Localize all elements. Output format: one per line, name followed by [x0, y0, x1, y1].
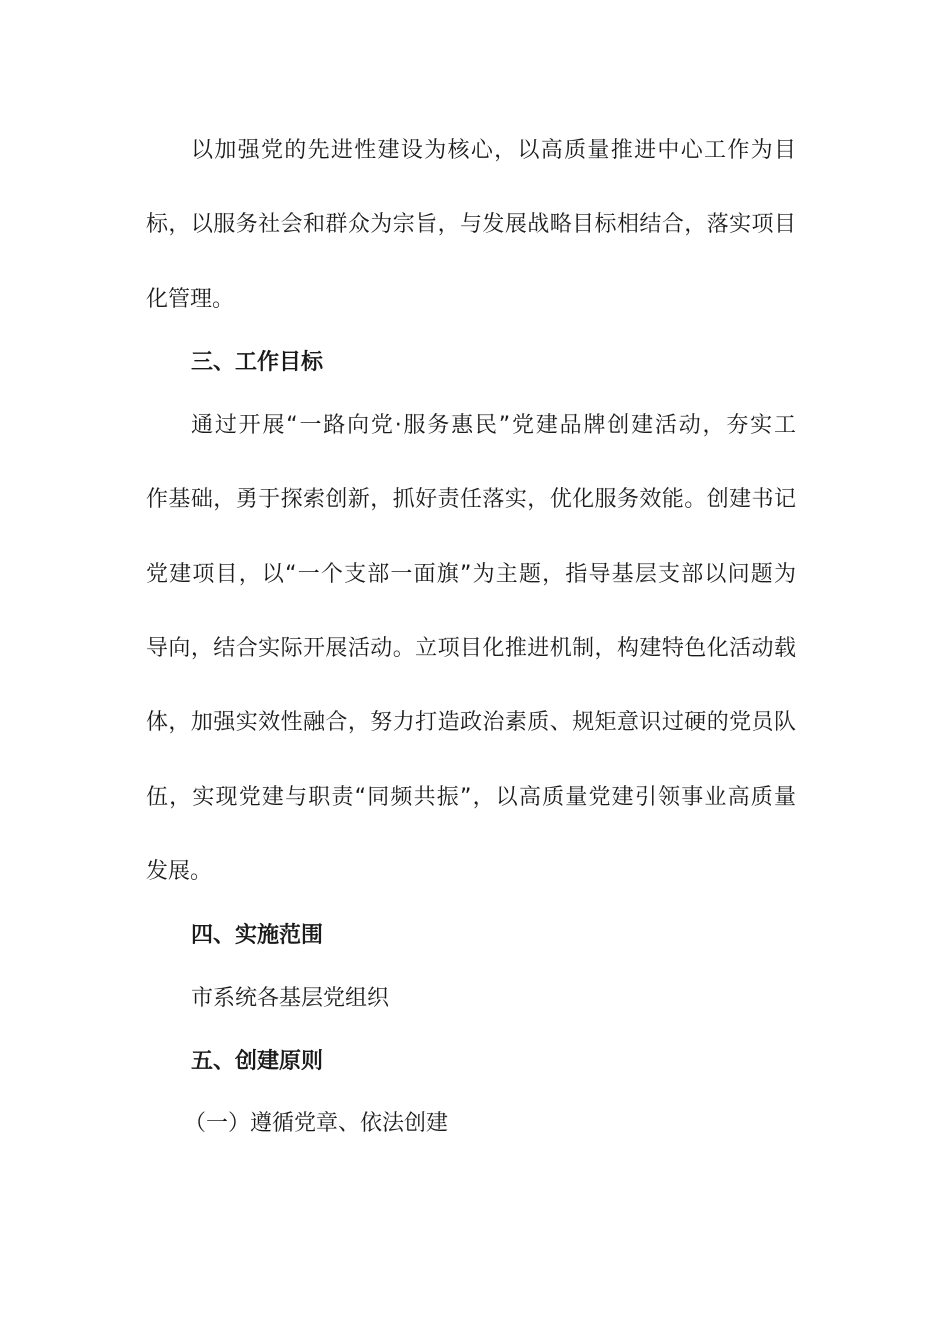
- section-heading: 三、工作目标: [191, 350, 324, 375]
- paragraph-line: 导向，结合实际开展活动。立项目化推进机制，构建特色化活动载: [146, 636, 796, 661]
- paragraph-line: 作基础，勇于探索创新，抓好责任落实，优化服务效能。创建书记: [146, 487, 796, 512]
- paragraph-line: 以加强党的先进性建设为核心，以高质量推进中心工作为目: [191, 138, 796, 163]
- paragraph-line: 通过开展“一路向党·服务惠民”党建品牌创建活动，夯实工: [191, 413, 796, 438]
- paragraph-line: 伍，实现党建与职责“同频共振”，以高质量党建引领事业高质量: [146, 785, 796, 810]
- paragraph-line: 市系统各基层党组织: [191, 986, 390, 1011]
- subsection-heading: （一）遵循党章、依法创建: [184, 1111, 449, 1136]
- paragraph-line: 党建项目，以“一个支部一面旗”为主题，指导基层支部以问题为: [146, 562, 796, 587]
- paragraph-line: 化管理。: [146, 287, 235, 312]
- paragraph-line: 发展。: [146, 859, 213, 884]
- section-heading: 五、创建原则: [191, 1049, 324, 1074]
- paragraph-line: 体，加强实效性融合，努力打造政治素质、规矩意识过硬的党员队: [146, 710, 796, 735]
- paragraph-line: 标，以服务社会和群众为宗旨，与发展战略目标相结合，落实项目: [146, 212, 796, 237]
- section-heading: 四、实施范围: [191, 923, 324, 948]
